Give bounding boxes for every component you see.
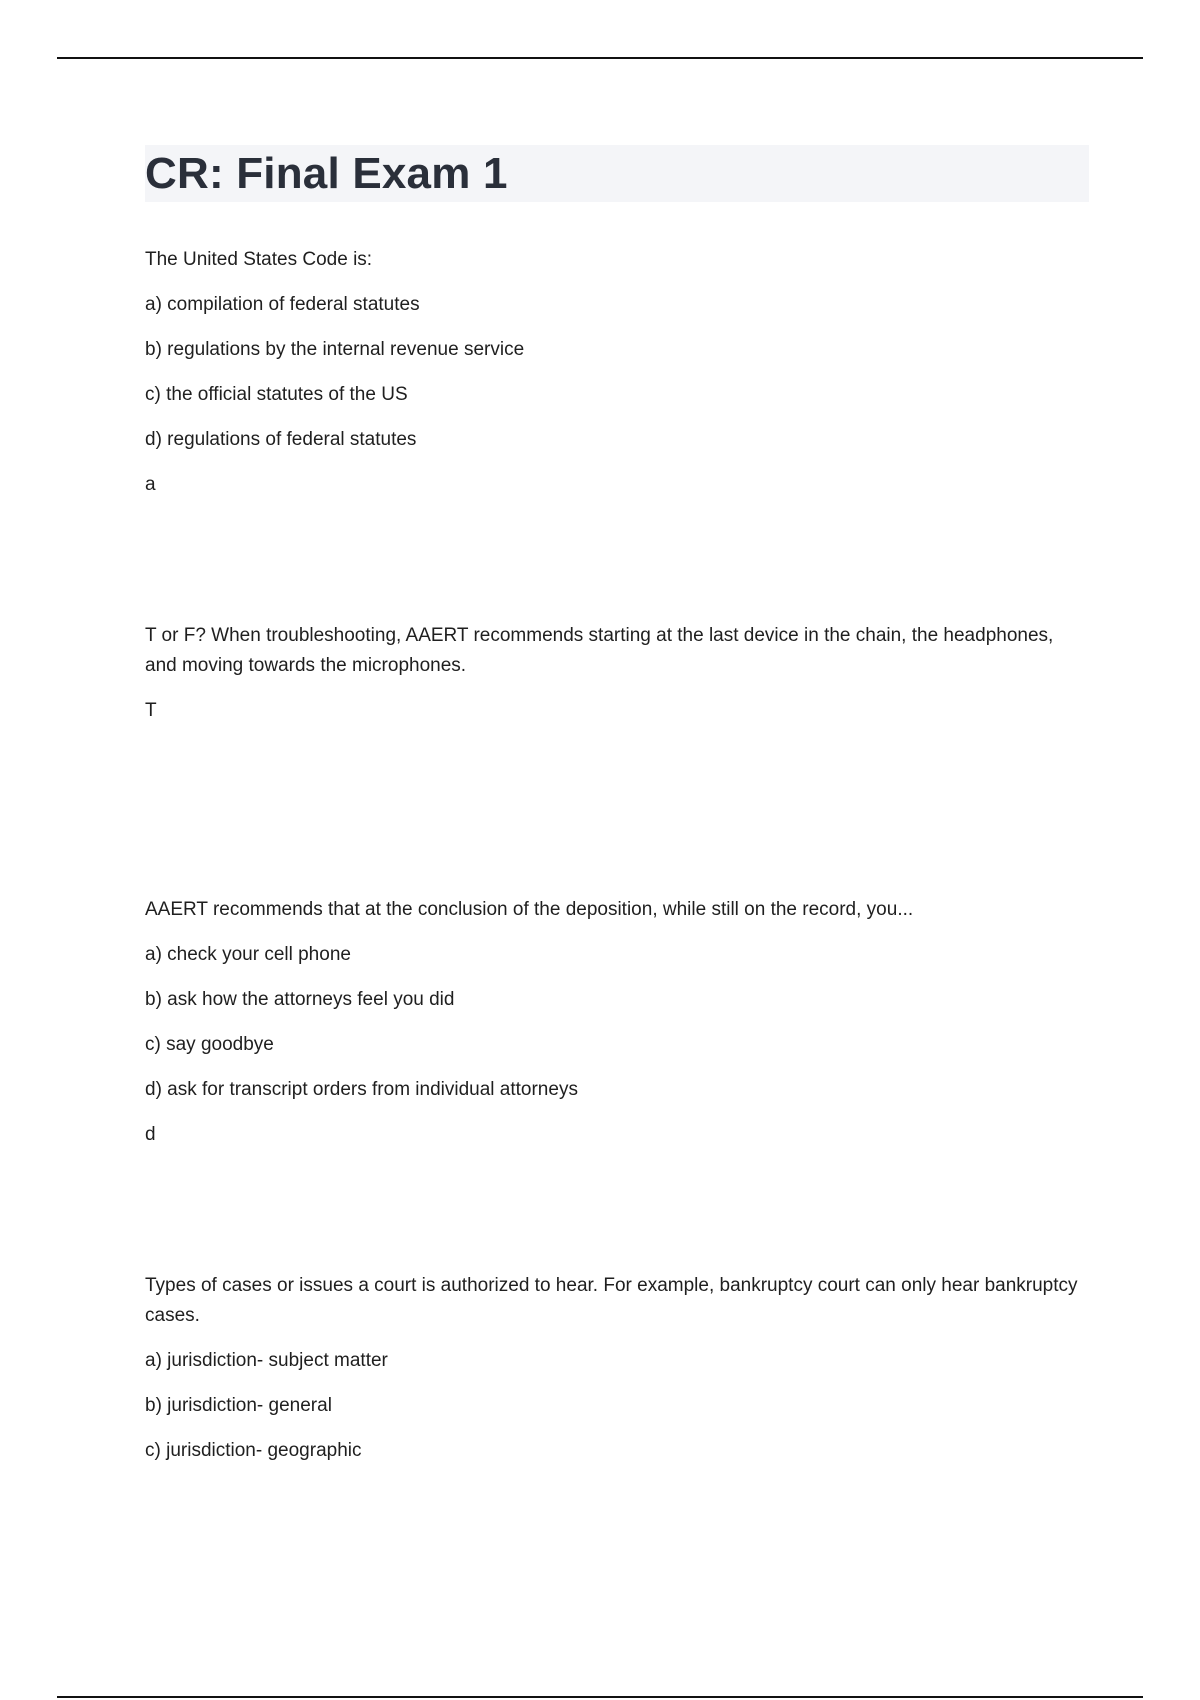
document-body xyxy=(145,145,1089,1587)
question-text: The United States Code is: xyxy=(145,249,373,270)
answer-option: c) the official statutes of the US xyxy=(145,384,408,405)
question-text: Types of cases or issues a court is authorized to hear. For example, bankruptcy court can only hear bankruptcy cases. xyxy=(145,1275,1078,1326)
answer-key: a xyxy=(145,474,156,495)
answer-option: a) check your cell phone xyxy=(145,944,351,965)
question-block xyxy=(145,245,1089,500)
answer-option: b) jurisdiction- general xyxy=(145,1395,332,1416)
answer-option: d) regulations of federal statutes xyxy=(145,429,417,450)
answer-option: c) jurisdiction- geographic xyxy=(145,1440,362,1461)
answer-option: b) ask how the attorneys feel you did xyxy=(145,989,455,1010)
answer-option: a) compilation of federal statutes xyxy=(145,294,420,315)
question-text: AAERT recommends that at the conclusion of the deposition, while still on the record, you... xyxy=(145,899,914,920)
answer-option: a) jurisdiction- subject matter xyxy=(145,1350,388,1371)
answer-option: c) say goodbye xyxy=(145,1034,274,1055)
answer-option: b) regulations by the internal revenue service xyxy=(145,339,525,360)
header-rule xyxy=(57,57,1143,59)
answer-key: T xyxy=(145,700,157,721)
question-block xyxy=(145,1271,1089,1466)
title-band xyxy=(145,145,1089,202)
question-block xyxy=(145,621,1089,726)
question-text: T or F? When troubleshooting, AAERT recommends starting at the last device in the chain, the headphones, and moving towards the microphones. xyxy=(145,625,1054,676)
question-block xyxy=(145,895,1089,1150)
page-title: CR: Final Exam 1 xyxy=(145,148,508,198)
answer-key: d xyxy=(145,1124,156,1145)
footer-rule xyxy=(57,1696,1143,1698)
answer-option: d) ask for transcript orders from individual attorneys xyxy=(145,1079,578,1100)
